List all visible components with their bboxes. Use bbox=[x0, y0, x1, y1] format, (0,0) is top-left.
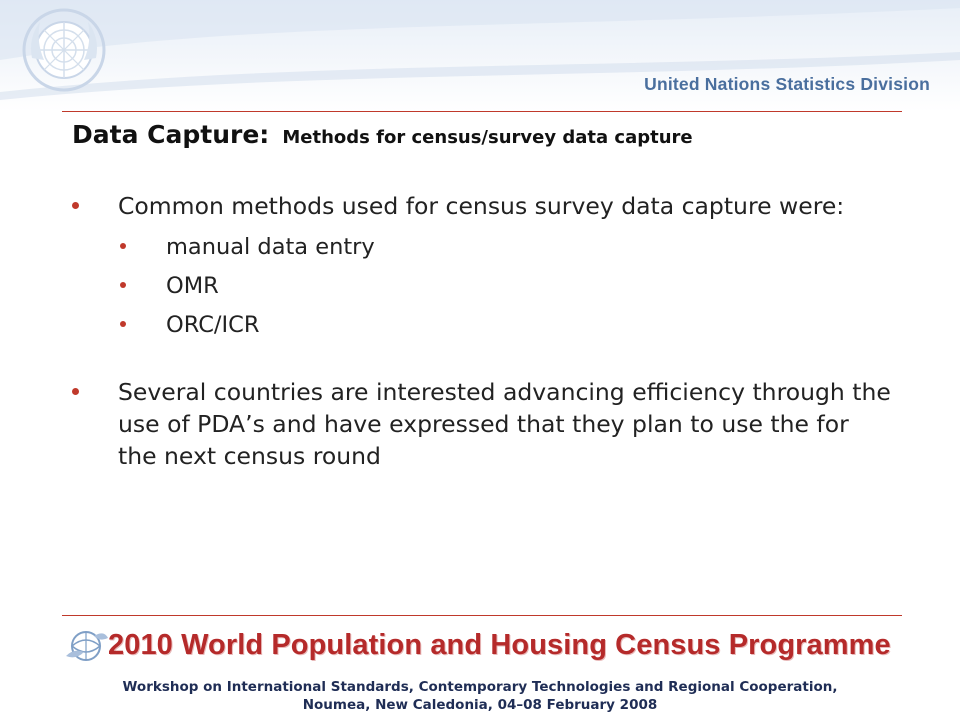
bullet-dot-icon bbox=[120, 321, 126, 327]
bullet-dot-icon bbox=[72, 202, 79, 209]
sub-bullet-item bbox=[72, 271, 892, 301]
bullet-dot-icon bbox=[120, 243, 126, 249]
banner-text: 2010 World Population and Housing Census Programme bbox=[108, 629, 891, 661]
sub-bullet-text: OMR bbox=[166, 273, 219, 299]
slide-body bbox=[72, 190, 892, 472]
bullet-item bbox=[72, 376, 892, 472]
footer-line-1: Workshop on International Standards, Contemporary Technologies and Regional Cooperation, bbox=[122, 679, 838, 695]
sub-bullet-item bbox=[72, 232, 892, 262]
sub-bullet-text: manual data entry bbox=[166, 234, 375, 260]
sub-bullet-text: ORC/ICR bbox=[166, 312, 260, 338]
title-subtitle: Methods for census/survey data capture bbox=[282, 127, 693, 148]
top-divider bbox=[62, 111, 902, 112]
bullet-dot-icon bbox=[72, 388, 79, 395]
title-main: Data Capture: bbox=[72, 120, 270, 149]
header-swoosh bbox=[0, 0, 960, 112]
bottom-divider bbox=[62, 615, 902, 616]
org-name: United Nations Statistics Division bbox=[644, 74, 930, 94]
sub-bullet-item bbox=[72, 310, 892, 340]
bullet-text: Common methods used for census survey data capture were: bbox=[118, 192, 845, 220]
slide-title bbox=[72, 120, 693, 149]
un-emblem-icon bbox=[22, 8, 106, 92]
bullet-item bbox=[72, 190, 892, 222]
bullet-dot-icon bbox=[120, 282, 126, 288]
footer bbox=[0, 678, 960, 714]
census-programme-banner bbox=[56, 622, 904, 672]
footer-line-2: Noumea, New Caledonia, 04–08 February 2008 bbox=[302, 697, 658, 713]
census-globe-icon bbox=[64, 626, 110, 666]
bullet-text: Several countries are interested advancing efficiency through the use of PDA’s and have expressed that they plan to use the for the next census round bbox=[118, 378, 891, 470]
